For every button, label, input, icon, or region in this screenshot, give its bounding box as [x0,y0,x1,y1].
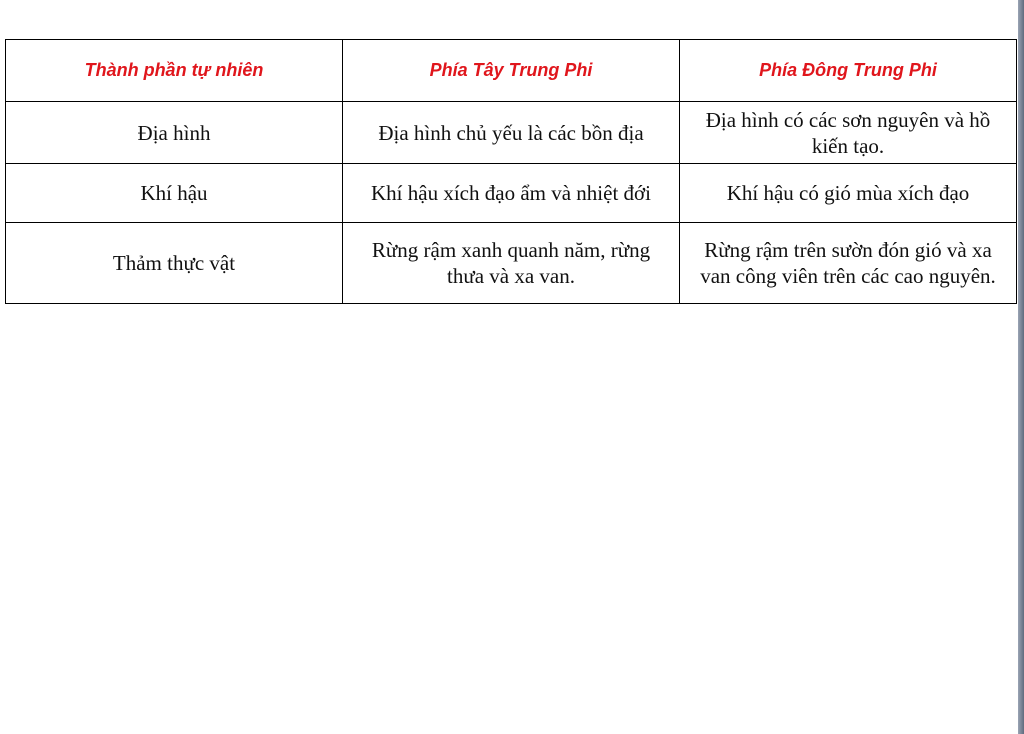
cell-west: Địa hình chủ yếu là các bồn địa [343,102,680,164]
table-row-vegetation [6,223,1017,304]
window-edge [1018,0,1024,734]
cell-west: Khí hậu xích đạo ẩm và nhiệt đới [343,164,680,223]
header-west-central-africa: Phía Tây Trung Phi [343,40,680,102]
cell-component: Khí hậu [6,164,343,223]
table-row-terrain [6,102,1017,164]
comparison-table [5,39,1017,304]
table-header-row [6,40,1017,102]
cell-component: Địa hình [6,102,343,164]
header-natural-component: Thành phần tự nhiên [6,40,343,102]
cell-east: Rừng rậm trên sườn đón gió và xa van công viên trên các cao nguyên. [680,223,1017,304]
cell-east: Địa hình có các sơn nguyên và hồ kiến tạo. [680,102,1017,164]
header-east-central-africa: Phía Đông Trung Phi [680,40,1017,102]
cell-west: Rừng rậm xanh quanh năm, rừng thưa và xa van. [343,223,680,304]
cell-east: Khí hậu có gió mùa xích đạo [680,164,1017,223]
cell-component: Thảm thực vật [6,223,343,304]
table-row-climate [6,164,1017,223]
